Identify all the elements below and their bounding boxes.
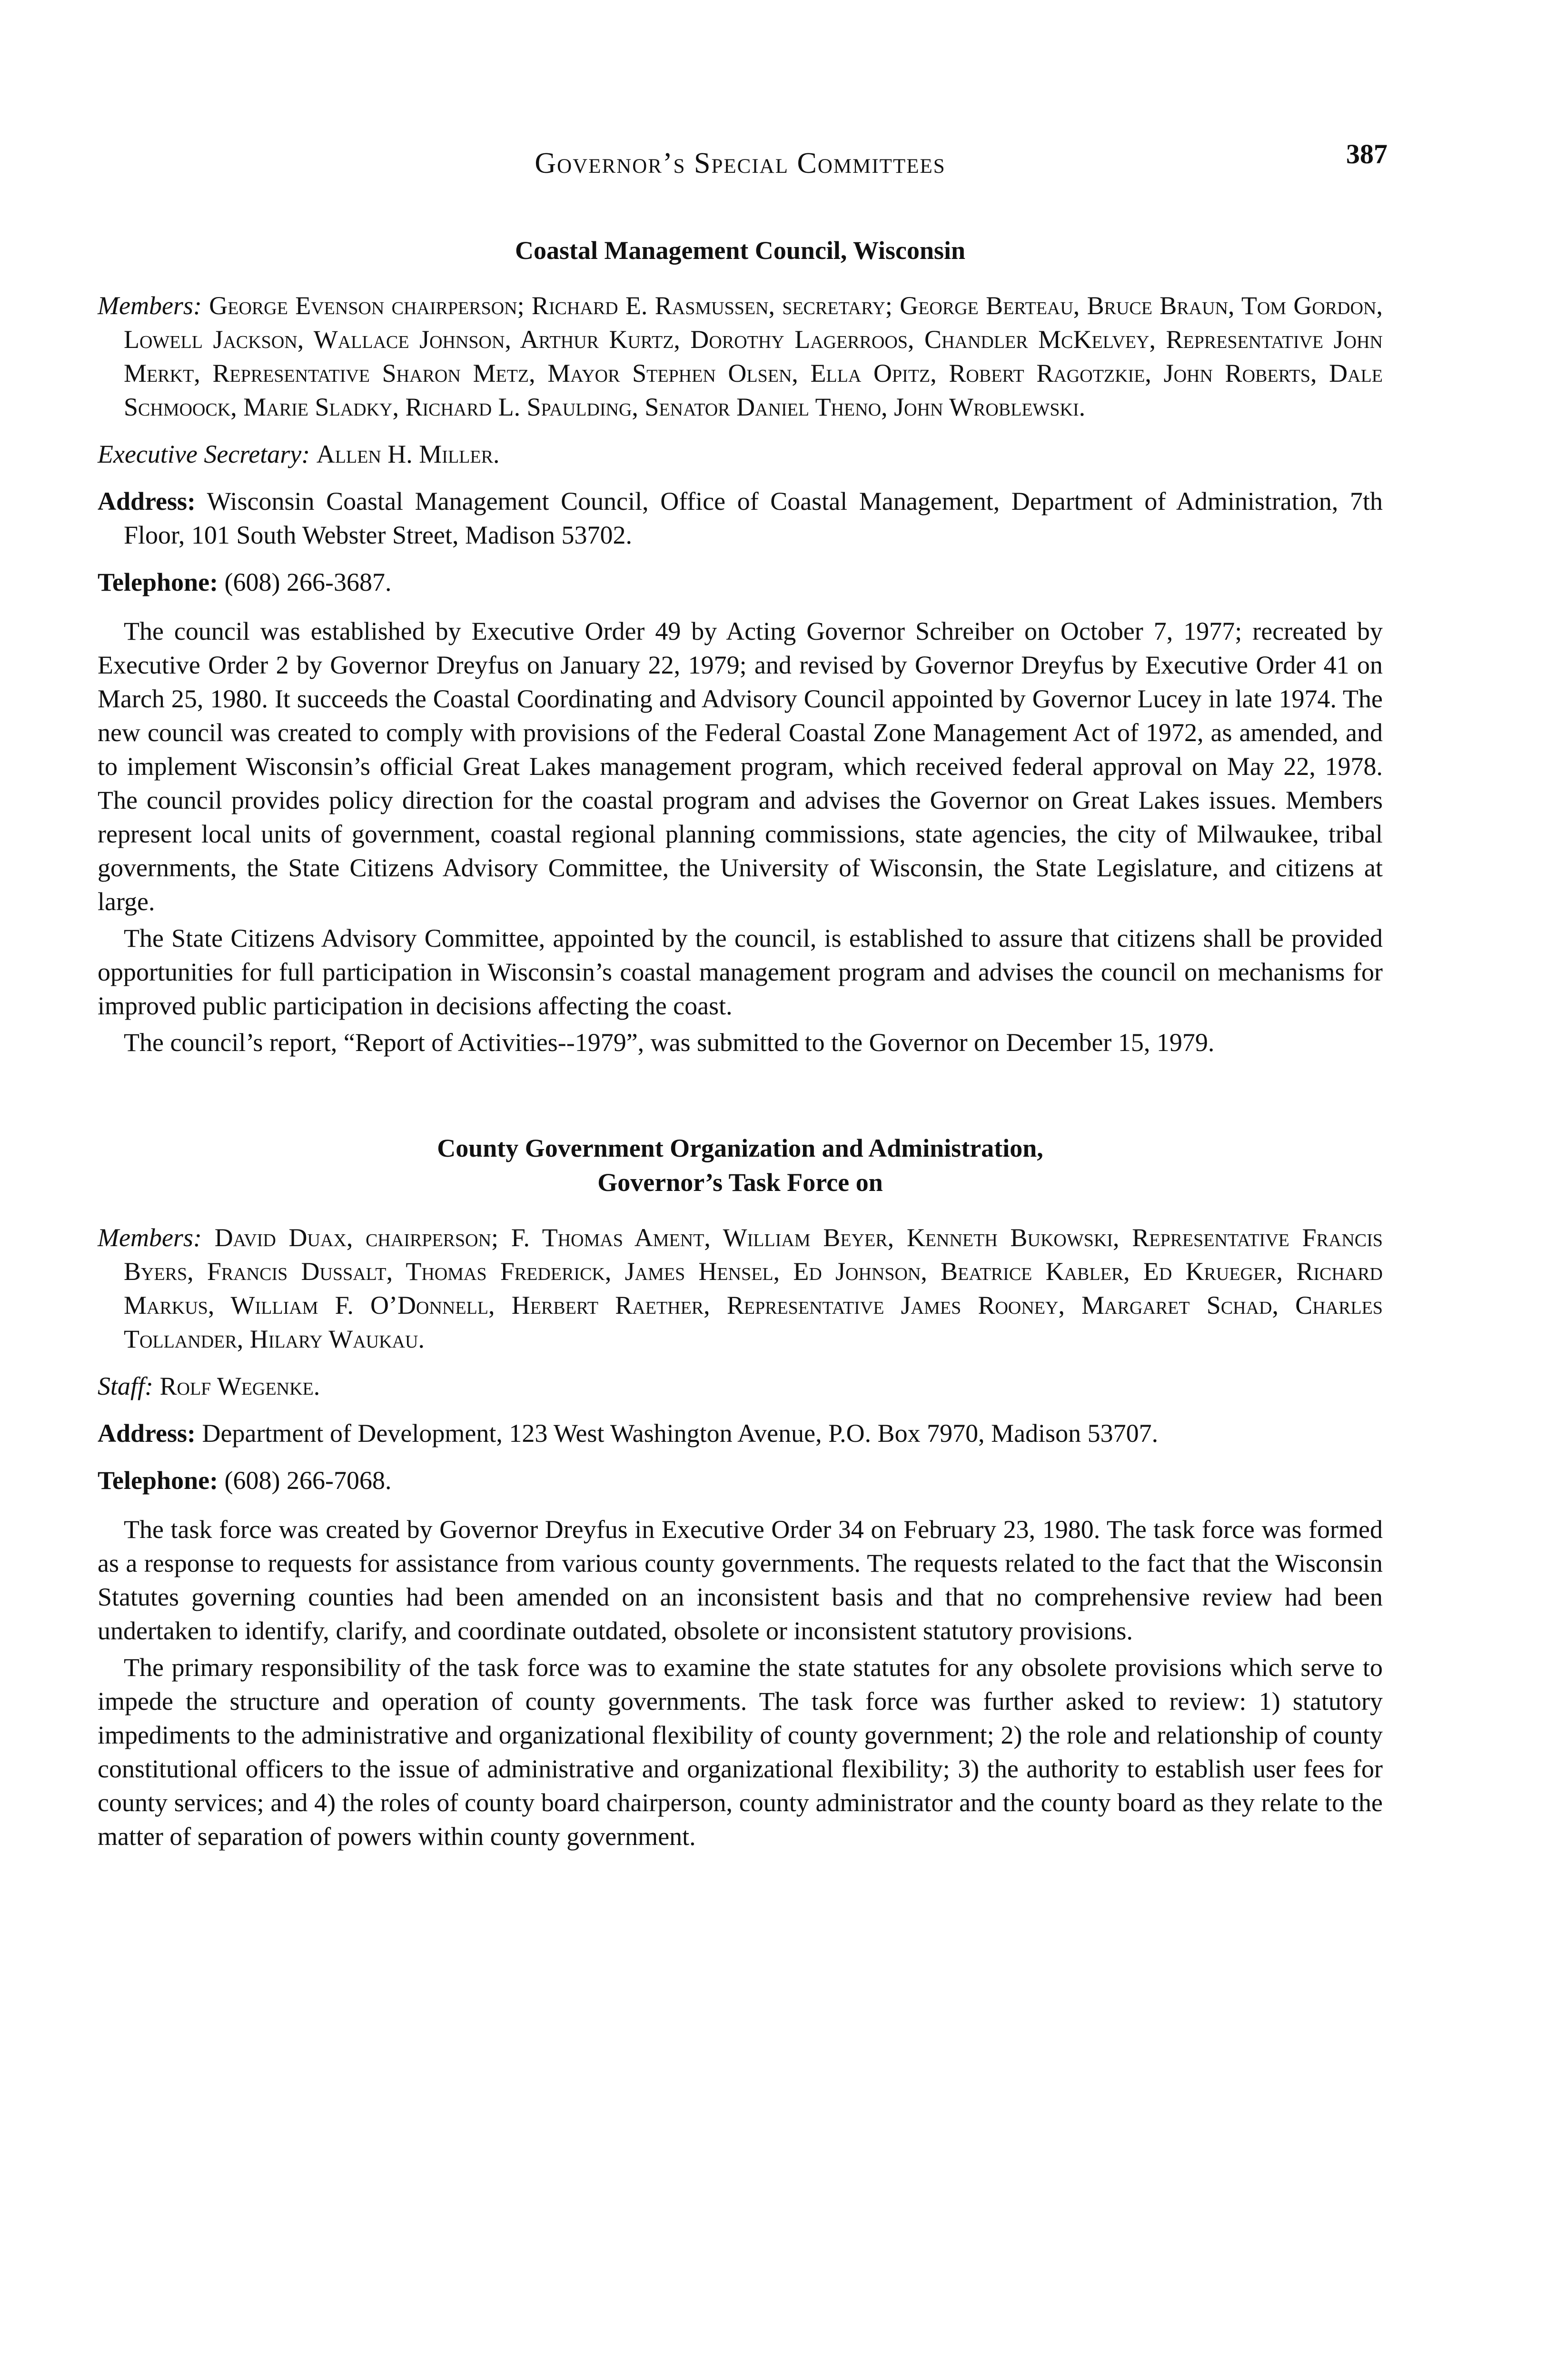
body-paragraph: The council’s report, “Report of Activities--1979”, was submitted to the Governor on December 15, 1979. (124, 1028, 1215, 1057)
document-page (98, 138, 1387, 1925)
members-entry (98, 289, 1383, 424)
section-title-line: County Government Organization and Administration, (437, 1134, 1043, 1162)
address-entry (98, 1417, 1383, 1450)
telephone-label: Telephone: (98, 1466, 218, 1495)
telephone-label: Telephone: (98, 568, 218, 596)
page-number: 387 (1346, 139, 1387, 169)
telephone-entry (98, 565, 1383, 599)
address-entry (98, 485, 1383, 552)
members-list: David Duax, chairperson; F. Thomas Ament, William Beyer, Kenneth Bukowski, Representative Francis Byers, Francis Dussalt, Thomas Frederick, James Hensel, Ed Johnson, Beatrice Kabler, Ed Krueger, Richard Markus, William F. O’Donnell, Herbert Raether, Representative James Rooney, Margaret Schad, Charles Tollander, Hilary Waukau. (124, 1223, 1383, 1353)
section-title: Coastal Management Council, Wisconsin (515, 236, 966, 265)
staff-name: Rolf Wegenke. (159, 1372, 320, 1400)
running-head (98, 138, 1387, 181)
telephone-entry (98, 1464, 1383, 1497)
members-label: Members: (98, 1223, 202, 1252)
members-list: George Evenson chairperson; Richard E. Rasmussen, secretary; George Berteau, Bruce Braun, Tom Gordon, Lowell Jackson, Wallace Johnson, Arthur Kurtz, Dorothy Lagerroos, Chandler McKelvey, Representative John Merkt, Representative Sharon Metz, Mayor Stephen Olsen, Ella Opitz, Robert Ragotzkie, John Roberts, Dale Schmoock, Marie Sladky, Richard L. Spaulding, Senator Daniel Theno, John Wroblewski. (124, 291, 1383, 421)
body-paragraph: The council was established by Executive Order 49 by Acting Governor Schreiber on October 7, 1977; recreated by Executive Order 2 by Governor Dreyfus on January 22, 1979; and revised by Governor Dreyfus by Executive Order 41 on March 25, 1980. It succeeds the Coastal Coordinating and Advisory Council appointed by Governor Lucey in late 1974. The new council was created to comply with provisions of the Federal Coastal Zone Management Act of 1972, as amended, and to implement Wisconsin’s official Great Lakes management program, which received federal approval on May 22, 1978. The council provides policy direction for the coastal program and advises the Governor on Great Lakes issues. Members represent local units of government, coastal regional planning commissions, state agencies, the city of Milwaukee, tribal governments, the State Citizens Advisory Committee, the University of Wisconsin, the State Legislature, and citizens at large. (98, 617, 1383, 916)
address-text: Department of Development, 123 West Washington Avenue, P.O. Box 7970, Madison 53707. (202, 1419, 1159, 1448)
section-title (98, 1131, 1383, 1200)
running-title: Governor’s Special Committees (535, 147, 946, 179)
body-paragraph: The primary responsibility of the task force was to examine the state statutes for any obsolete provisions which serve to impede the structure and operation of county governments. The task force was further asked to review: 1) statutory impediments to the administrative and organizational flexibility of county government; 2) the role and relationship of county constitutional officers to the issue of administrative and organizational flexibility; 3) the authority to establish user fees for county services; and 4) the roles of county board chairperson, county administrator and the county board as they relate to the matter of separation of powers within county government. (98, 1653, 1383, 1851)
address-label: Address: (98, 487, 196, 516)
telephone-number: (608) 266-3687. (224, 568, 392, 596)
section-title-line: Governor’s Task Force on (597, 1168, 883, 1197)
body-paragraph: The State Citizens Advisory Committee, appointed by the council, is established to assure that citizens shall be provided opportunities for full participation in Wisconsin’s coastal management program and advises the council on mechanisms for improved public participation in decisions affecting the coast. (98, 924, 1383, 1020)
section-coastal-council (98, 233, 1383, 1060)
members-label: Members: (98, 291, 202, 320)
address-label: Address: (98, 1419, 196, 1448)
body-paragraph: The task force was created by Governor Dreyfus in Executive Order 34 on February 23, 1980. The task force was formed as a response to requests for assistance from various county governments. The requests related to the fact that the Wisconsin Statutes governing counties had been amended on an inconsistent basis and that no comprehensive review had been undertaken to identify, clarify, and coordinate outdated, obsolete or inconsistent statutory provisions. (98, 1515, 1383, 1645)
address-text: Wisconsin Coastal Management Council, Office of Coastal Management, Department of Administration, 7th Floor, 101 South Webster Street, Madison 53702. (124, 487, 1383, 549)
section-body (98, 615, 1383, 1060)
section-county-task-force (98, 1131, 1383, 1854)
staff-label: Staff: (98, 1372, 153, 1400)
executive-secretary-name: Allen H. Miller. (316, 440, 500, 468)
members-entry (98, 1221, 1383, 1356)
staff-entry (98, 1369, 1383, 1403)
executive-secretary-label: Executive Secretary: (98, 440, 310, 468)
executive-secretary-entry (98, 437, 1383, 471)
section-body (98, 1513, 1383, 1854)
telephone-number: (608) 266-7068. (224, 1466, 392, 1495)
